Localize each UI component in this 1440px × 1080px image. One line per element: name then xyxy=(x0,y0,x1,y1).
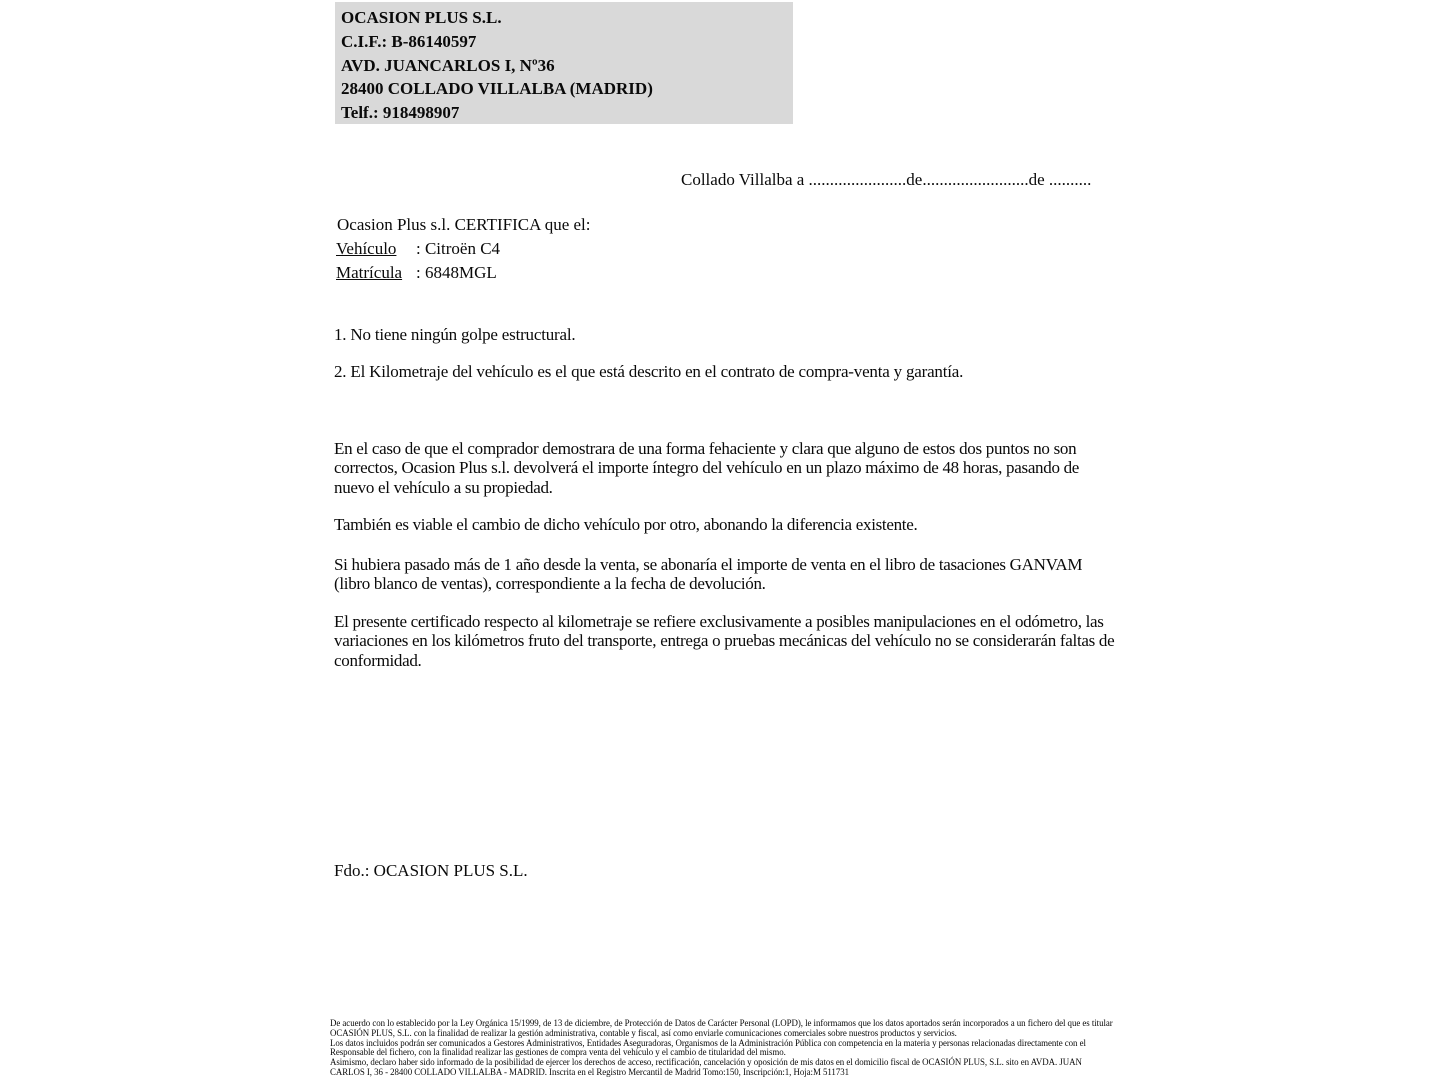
plate-field xyxy=(336,263,497,283)
legal-line-2: OCASIÓN PLUS, S.L. con la finalidad de realizar la gestión administrativa, contable y fiscal, así como enviarle comunicaciones comerciales sobre nuestros productos y servicios. xyxy=(330,1027,957,1038)
company-address: AVD. JUANCARLOS I, Nº36 xyxy=(341,55,555,75)
legal-line-3: Los datos incluidos podrán ser comunicados a Gestores Administrativos, Entidades Aseguradoras, Organismos de la Administración Pública con competencia en la materia y personas relacionadas directamente con el xyxy=(330,1037,1086,1048)
vehicle-label: Vehículo xyxy=(336,239,397,258)
legal-line-5: Asimismo, declaro haber sido informado de la posibilidad de ejercer los derechos de acceso, rectificación, cancelación y oposición de mis datos en el domicilio fiscal de OCASIÓN PLUS, S.L. sito en AVDA. JUAN xyxy=(330,1057,1082,1068)
condition-point-1: 1. No tiene ningún golpe estructural. xyxy=(334,325,576,344)
vehicle-field xyxy=(336,239,500,259)
vehicle-value: : Citroën C4 xyxy=(416,239,501,258)
plate-value: : 6848MGL xyxy=(416,263,497,282)
date-fill-in-line: Collado Villalba a .......................de.........................de .......... xyxy=(681,170,1092,189)
certify-intro: Ocasion Plus s.l. CERTIFICA que el: xyxy=(337,215,591,234)
odometer-paragraph: El presente certificado respecto al kilometraje se refiere exclusivamente a posibles manipulaciones en el odómetro, las variaciones en los kilómetros fruto del transporte, entrega o pruebas mecánicas del vehículo no se considerarán faltas de conformidad. xyxy=(334,612,1115,670)
plate-label: Matrícula xyxy=(336,263,403,282)
company-city: 28400 COLLADO VILLALBA (MADRID) xyxy=(341,79,653,99)
legal-fine-print xyxy=(330,1019,1120,1078)
condition-point-2: 2. El Kilometraje del vehículo es el que está descrito en el contrato de compra-venta y garantía. xyxy=(334,362,964,381)
refund-paragraph: En el caso de que el comprador demostrara de una forma fehaciente y clara que alguno de estos dos puntos no son correctos, Ocasion Plus s.l. devolverá el importe íntegro del vehículo en un plazo máximo de 48 horas, pasando de nuevo el vehículo a su propiedad. xyxy=(334,439,1080,497)
company-header-block xyxy=(335,2,793,124)
legal-line-1: De acuerdo con lo establecido por la Ley Orgánica 15/1999, de 13 de diciembre, de Protección de Datos de Carácter Personal (LOPD), le informamos que los datos aportados serán incorporados a un fichero del que es titular xyxy=(330,1018,1113,1028)
ganvam-paragraph: Si hubiera pasado más de 1 año desde la venta, se abonaría el importe de venta en el libro de tasaciones GANVAM (libro blanco de ventas), correspondiente a la fecha de devolución. xyxy=(334,555,1083,594)
company-cif: C.I.F.: B-86140597 xyxy=(341,31,477,51)
company-name: OCASION PLUS S.L. xyxy=(341,8,502,27)
exchange-paragraph: También es viable el cambio de dicho vehículo por otro, abonando la diferencia existente. xyxy=(334,515,918,534)
legal-line-6: CARLOS I, 36 - 28400 COLLADO VILLALBA - MADRID. Inscrita en el Registro Mercantil de Madrid Tomo:150, Inscripción:1, Hoja:M 511731 xyxy=(330,1066,849,1077)
company-phone: Telf.: 918498907 xyxy=(341,103,460,123)
signature-line: Fdo.: OCASION PLUS S.L. xyxy=(334,861,528,880)
legal-line-4: Responsable del fichero, con la finalidad realizar las gestiones de compra venta del vehículo y el cambio de titularidad del mismo. xyxy=(330,1047,786,1058)
